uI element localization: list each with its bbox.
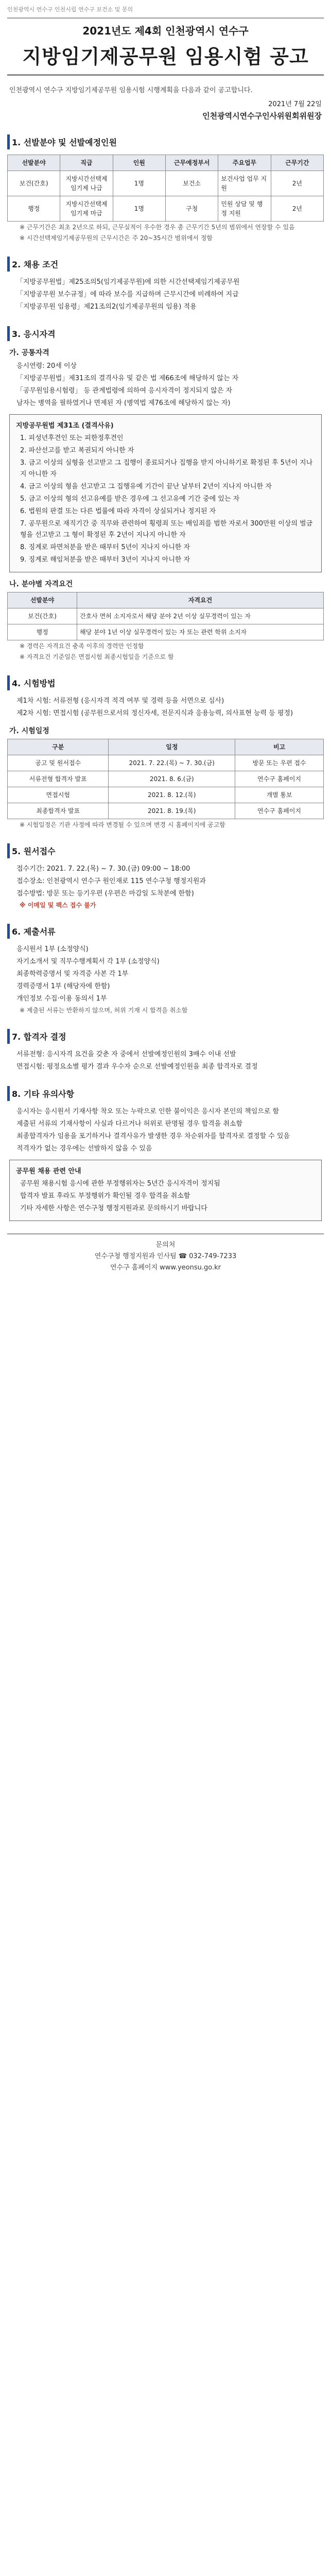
table-cell: 방문 또는 우편 접수 [235, 755, 324, 771]
table-cell: 서류전형 합격자 발표 [8, 771, 109, 787]
list-item: 남자는 병역을 필하였거나 면제된 자 (병역법 제76조에 해당하지 않는 자) [16, 399, 231, 407]
list-item: 「지방공무원 임용령」제21조의2(임기제공무원의 임용) 적용 [16, 303, 197, 311]
schedule-table [7, 739, 324, 819]
lead-text: 인천광역시 연수구 지방임기제공무원 임용시험 시행계획을 다음과 같이 공고합니다. [9, 87, 253, 94]
table-cell: 구청 [165, 196, 218, 222]
list-item: 제1차 시험: 서류전형 (응시자격 적격 여부 및 경력 등을 서면으로 심사) [16, 697, 224, 705]
list-item: 「지방공무원법」제25조의5(임기제공무원)에 의한 시간선택제임기제공무원 [16, 278, 240, 286]
table-header: 주요업무 [218, 155, 271, 171]
list-item: 개인정보 수집·이용 동의서 1부 [16, 995, 107, 1003]
note-text: ※ 경력은 자격요건 충족 이후의 경력만 인정함 [20, 642, 144, 650]
section-title: 8. 기타 유의사항 [7, 1086, 324, 1101]
table-header: 인원 [113, 155, 165, 171]
table-row [8, 624, 324, 640]
table-row [8, 771, 324, 787]
top-note: 인천광역시 연수구 인천시립 연수구 보건소 및 문의 [7, 6, 133, 13]
note-text: ※ 자격요건 기준일은 면접시험 최종시험일을 기준으로 함 [20, 653, 174, 660]
table-cell: 1명 [113, 171, 165, 196]
list-item: 9. 징계로 해임처분을 받은 때부터 3년이 지나지 아니한 자 [20, 556, 190, 564]
table-row [8, 608, 324, 624]
list-item: 공무원 채용시험 응시에 관한 부정행위자는 5년간 응시자격이 정지됨 [20, 1180, 220, 1188]
table-header: 근무기간 [271, 155, 323, 171]
list-item: 「공무원임용시험령」 등 관계법령에 의하여 응시자격이 정지되지 않은 자 [16, 387, 233, 395]
table-cell: 보건사업 업무 지원 [218, 171, 271, 196]
table-header: 직급 [60, 155, 113, 171]
subsection-title: 가. 공통자격 [9, 349, 49, 357]
list-item: 「지방공무원 보수규정」에 따라 보수를 지급하며 근무시간에 비례하여 지급 [16, 291, 239, 298]
table-row [8, 787, 324, 803]
table-cell: 2021. 7. 22.(목) ~ 7. 30.(금) [109, 755, 235, 771]
list-item: 접수장소: 인천광역시 연수구 원인재로 115 연수구청 행정지원과 [16, 877, 206, 885]
table-cell: 2021. 8. 6.(금) [109, 771, 235, 787]
table-cell: 보건(간호) [8, 608, 77, 624]
contact-info: 연수구청 행정지원과 인사팀 ☎ 032-749-7233 [94, 1252, 237, 1260]
list-item: 6. 법원의 판결 또는 다른 법률에 따라 자격이 상실되거나 정지된 자 [20, 507, 216, 515]
table-cell: 2021. 8. 12.(목) [109, 787, 235, 803]
subsection-title: 가. 시험일정 [9, 727, 49, 735]
table-cell: 보건소 [165, 171, 218, 196]
notice-date: 2021년 7월 22일 [268, 100, 322, 108]
list-item: 응시연령: 20세 이상 [16, 362, 77, 370]
box-title: 지방공무원법 제31조 (결격사유) [16, 422, 114, 430]
list-item: 기타 자세한 사항은 연수구청 행정지원과로 문의하시기 바랍니다 [20, 1205, 207, 1212]
list-item: 8. 징계로 파면처분을 받은 때부터 5년이 지나지 아니한 자 [20, 544, 190, 551]
table-cell: 해당 분야 1년 이상 실무경력이 있는 자 또는 관련 학위 소지자 [77, 624, 324, 640]
list-item: 1. 피성년후견인 또는 피한정후견인 [20, 434, 124, 442]
list-item: 합격자 발표 후라도 부정행위가 확인될 경우 합격을 취소함 [20, 1192, 190, 1200]
list-item: 7. 공무원으로 재직기간 중 직무와 관련하여 횡령죄 또는 배임죄를 범한 자로서 300만원 이상의 벌금형을 선고받고 그 형이 확정된 후 2년이 지나지 아니한 자 [20, 520, 313, 539]
positions-table [7, 155, 324, 222]
table-cell: 면접시험 [8, 787, 109, 803]
section-title: 4. 시험방법 [7, 675, 324, 690]
table-header-row [8, 155, 324, 171]
main-title: 지방임기제공무원 임용시험 공고 [22, 45, 309, 68]
table-cell: 1명 [113, 196, 165, 222]
section-title: 1. 선발분야 및 선발예정인원 [7, 134, 324, 149]
list-item: 제출된 서류의 기재사항이 사실과 다르거나 허위로 판명될 경우 합격을 취소함 [16, 1120, 243, 1128]
table-header: 구분 [8, 739, 109, 755]
table-header: 일정 [109, 739, 235, 755]
note-text: ※ 시간선택제임기제공무원의 근무시간은 주 20~35시간 범위에서 정함 [20, 234, 213, 242]
year-title: 2021년도 제4회 인천광역시 연수구 [82, 25, 249, 37]
table-cell: 2021. 8. 19.(목) [109, 803, 235, 819]
list-item: 2. 파산선고를 받고 복권되지 아니한 자 [20, 447, 134, 454]
notice-document [7, 18, 324, 1274]
table-cell: 보건(간호) [8, 171, 60, 196]
table-cell: 최종합격자 발표 [8, 803, 109, 819]
table-cell: 연수구 홈페이지 [235, 771, 324, 787]
list-item: 「지방공무원법」제31조의 결격사유 및 같은 법 제66조에 해당하지 않는 자 [16, 375, 239, 382]
table-cell: 연수구 홈페이지 [235, 803, 324, 819]
list-item: 4. 금고 이상의 형을 선고받고 그 집행유예 기간이 끝난 날부터 2년이 지나지 아니한 자 [20, 483, 272, 490]
note-text: ※ 제출된 서류는 반환하지 않으며, 허위 기재 시 합격을 취소함 [20, 1007, 188, 1014]
list-item: 면접시험: 평정요소별 평가 결과 우수자 순으로 선발예정인원을 최종 합격자로 결정 [16, 1063, 258, 1071]
list-item: 최종합격자가 임용을 포기하거나 결격사유가 발생한 경우 차순위자를 합격자로 결정할 수 있음 [16, 1132, 290, 1140]
table-header: 비고 [235, 739, 324, 755]
homepage-info: 연수구 홈페이지 www.yeonsu.go.kr [110, 1264, 221, 1272]
list-item: 경력증명서 1부 (해당자에 한함) [16, 982, 110, 990]
table-cell: 행정 [8, 624, 77, 640]
table-cell: 공고 및 원서접수 [8, 755, 109, 771]
list-item: 제2차 시험: 면접시험 (공무원으로서의 정신자세, 전문지식과 응용능력, 의사표현 능력 등 평정) [16, 709, 293, 717]
table-cell: 2년 [271, 196, 323, 222]
note-text: ※ 근무기간은 최초 2년으로 하되, 근무실적이 우수한 경우 총 근무기간 5년의 범위에서 연장할 수 있음 [20, 224, 295, 231]
note-text: ※ 시험일정은 기관 사정에 따라 변경될 수 있으며 변경 시 홈페이지에 공고함 [20, 821, 225, 828]
list-item: 응시자는 응시원서 기재사항 착오 또는 누락으로 인한 불이익은 응시자 본인의 책임으로 함 [16, 1108, 280, 1115]
table-cell: 행정 [8, 196, 60, 222]
table-cell: 2년 [271, 171, 323, 196]
qualification-table [7, 592, 324, 640]
list-item: 3. 금고 이상의 실형을 선고받고 그 집행이 종료되거나 집행을 받지 아니하기로 확정된 후 5년이 지나지 아니한 자 [20, 459, 313, 478]
table-cell: 개별 통보 [235, 787, 324, 803]
list-item: 5. 금고 이상의 형의 선고유예를 받은 경우에 그 선고유예 기간 중에 있는 자 [20, 495, 240, 503]
table-row [8, 803, 324, 819]
table-row [8, 171, 324, 196]
disqualification-box [9, 414, 322, 572]
table-header-row [8, 592, 324, 608]
table-header-row [8, 739, 324, 755]
subsection-title: 나. 분야별 자격요건 [9, 580, 73, 588]
section-title: 7. 합격자 결정 [7, 1029, 324, 1044]
list-item: 최종학력증명서 및 자격증 사본 각 1부 [16, 970, 129, 978]
box-title: 공무원 채용 관련 안내 [16, 1167, 81, 1175]
table-header: 근무예정부서 [165, 155, 218, 171]
list-item: 자기소개서 및 직무수행계획서 각 1부 (소정양식) [16, 958, 160, 965]
table-row [8, 196, 324, 222]
title-divider [7, 74, 324, 76]
list-item: 접수방법: 방문 또는 등기우편 (우편은 마감일 도착분에 한함) [16, 890, 194, 897]
section-title: 3. 응시자격 [7, 326, 324, 341]
table-cell: 민원 상담 및 행정 지원 [218, 196, 271, 222]
section-title: 2. 채용 조건 [7, 257, 324, 272]
issuer: 인천광역시연수구인사위원회위원장 [202, 111, 322, 121]
contact-label: 문의처 [155, 1241, 176, 1249]
section-title: 5. 원서접수 [7, 843, 324, 858]
table-cell: 간호사 면허 소지자로서 해당 분야 2년 이상 실무경력이 있는 자 [77, 608, 324, 624]
table-header: 자격요건 [77, 592, 324, 608]
emphasis-note: ※ 이메일 및 팩스 접수 불가 [20, 902, 96, 909]
footer-divider [7, 1233, 324, 1234]
table-cell: 지방시간선택제임기제 마급 [60, 196, 113, 222]
table-header: 선발분야 [8, 155, 60, 171]
section-title: 6. 제출서류 [7, 924, 324, 939]
list-item: 적격자가 없는 경우에는 선발하지 않을 수 있음 [16, 1145, 152, 1153]
table-row [8, 755, 324, 771]
table-cell: 지방시간선택제임기제 나급 [60, 171, 113, 196]
table-header: 선발분야 [8, 592, 77, 608]
list-item: 접수기간: 2021. 7. 22.(목) ~ 7. 30.(금) 09:00 ~ 18:00 [16, 865, 190, 873]
list-item: 서류전형: 응시자격 요건을 갖춘 자 중에서 선발예정인원의 3배수 이내 선발 [16, 1050, 236, 1058]
guidance-box [9, 1160, 322, 1221]
list-item: 응시원서 1부 (소정양식) [16, 945, 89, 953]
